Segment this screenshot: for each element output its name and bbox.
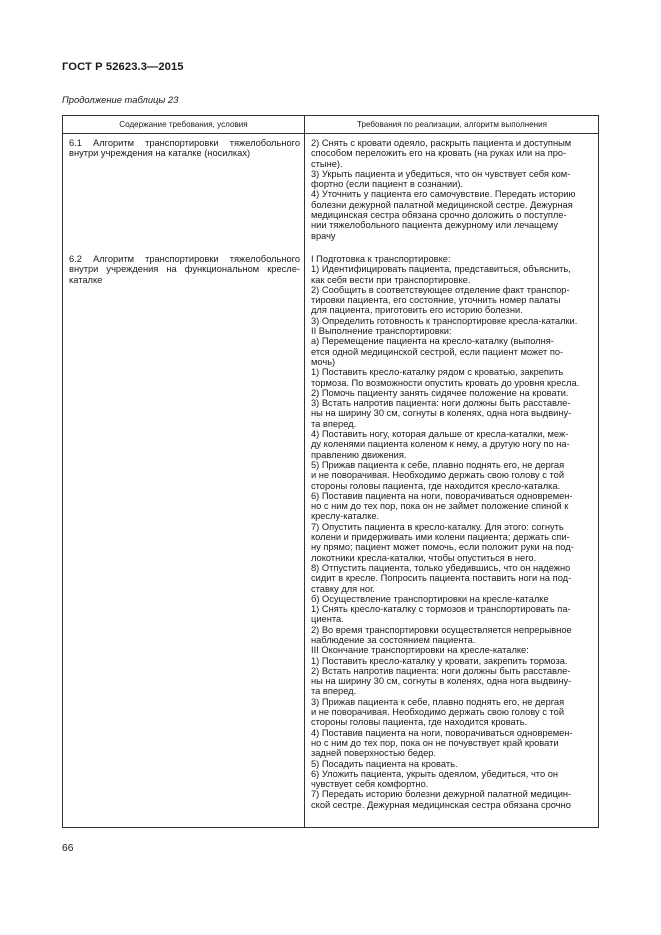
- algorithm-line: ется одной медицинской сестрой, если пациент может по-: [311, 346, 564, 357]
- algorithm-line: стороны головы пациента, где находится кресло-каталка.: [311, 480, 561, 491]
- algorithm-line: II Выполнение транспортировки:: [311, 326, 452, 337]
- header-divider: [63, 133, 598, 134]
- algorithm-line: 2) Помочь пациенту занять сидячее положение на кровати.: [311, 387, 569, 398]
- algorithm-line: врачу: [311, 230, 336, 241]
- algorithm-line: тормоза. По возможности опустить кровать до уровня кресла.: [311, 377, 580, 388]
- algorithm-line: наблюдение за состоянием пациента.: [311, 634, 476, 645]
- row-2-algorithm: [311, 254, 595, 810]
- algorithm-line: ской сестре. Дежурная медицинская сестра обязана срочно: [311, 799, 571, 810]
- algorithm-line: способом переложить его на кровать (на руках или на про-: [311, 148, 567, 159]
- row-1-algorithm: [311, 138, 595, 241]
- algorithm-line: ставку для ног.: [311, 583, 375, 594]
- algorithm-line: тировки пациента, его состояние, уточнить номер палаты: [311, 295, 561, 306]
- algorithm-line: чувствует себя комфортно.: [311, 779, 429, 790]
- algorithm-line: 4) Поставить ногу, которая дальше от кресла-каталки, меж-: [311, 429, 569, 440]
- document-title: ГОСТ Р 52623.3—2015: [62, 61, 184, 73]
- algorithm-line: сидит в кресле. Попросить пациента поставить ноги на под-: [311, 573, 572, 584]
- algorithm-line: 4) Поставив пациента на ноги, поворачиваться одновремен-: [311, 727, 573, 738]
- algorithm-line: а) Перемещение пациента на кресло-каталку (выполня-: [311, 336, 554, 347]
- algorithm-line: болезни дежурной палатной медицинской сестре. Дежурная: [311, 199, 573, 210]
- algorithm-line: нии тяжелобольного пациента дежурному или лечащему: [311, 220, 559, 231]
- algorithm-line: 3) Встать напротив пациента: ноги должны быть расставле-: [311, 398, 571, 409]
- algorithm-line: 7) Передать историю болезни дежурной палатной медицин-: [311, 789, 572, 800]
- algorithm-line: 6) Уложить пациента, укрыть одеялом, убедиться, что он: [311, 768, 559, 779]
- algorithm-line: циента.: [311, 614, 344, 625]
- algorithm-line: но с ним до тех пор, пока он не почувствует край кровати: [311, 737, 559, 748]
- algorithm-line: 1) Идентифицировать пациента, представиться, объяснить,: [311, 264, 571, 275]
- algorithm-line: 3) Укрыть пациента и убедиться, что он чувствует себя ком-: [311, 168, 571, 179]
- page-number: 66: [62, 843, 74, 854]
- algorithm-line: 2) Во время транспортировки осуществляется непрерывное: [311, 624, 572, 635]
- algorithm-line: I Подготовка к транспортировке:: [311, 254, 451, 264]
- algorithm-line: задней поверхностью бедер.: [311, 748, 437, 759]
- algorithm-line: ны на ширину 30 см, согнуты в коленях, одна нога выдвину-: [311, 676, 572, 687]
- algorithm-line: III Окончание транспортировки на кресле-каталке:: [311, 645, 529, 656]
- row-2-condition: 6.2 Алгоритм транспортировки тяжелобольного внутри учреждения на функциональном кресле-каталке: [69, 254, 300, 285]
- algorithm-line: 1) Поставить кресло-каталку у кровати, закрепить тормоза.: [311, 655, 568, 666]
- algorithm-line: та вперед.: [311, 686, 357, 697]
- column-header-algorithm: Требования по реализации, алгоритм выполнения: [356, 120, 548, 129]
- algorithm-line: 2) Сообщить в соответствующее отделение факт транспор-: [311, 284, 570, 295]
- algorithm-line: стыне).: [311, 158, 343, 169]
- algorithm-line: 1) Поставить кресло-каталку рядом с кроватью, закрепить: [311, 367, 564, 378]
- algorithm-line: для пациента, приготовить его историю болезни.: [311, 305, 523, 316]
- algorithm-line: 1) Снять кресло-каталку с тормозов и транспортировать па-: [311, 604, 571, 615]
- column-header-conditions: Содержание требования, условия: [119, 120, 248, 129]
- algorithm-line: 5) Посадить пациента на кровать.: [311, 758, 458, 769]
- algorithm-line: 5) Прижав пациента к себе, плавно поднять его, не дергая: [311, 459, 565, 470]
- algorithm-line: та вперед.: [311, 418, 357, 429]
- algorithm-line: как себя вести при транспортировке.: [311, 274, 471, 285]
- algorithm-line: 2) Встать напротив пациента: ноги должны быть расставле-: [311, 665, 571, 676]
- algorithm-line: стороны головы пациента, где находится кровать.: [311, 717, 528, 728]
- algorithm-line: и не поворачивая. Необходимо держать свою голову с той: [311, 707, 565, 718]
- algorithm-line: мочь): [311, 356, 336, 367]
- algorithm-line: колени и придерживать ими колени пациента; держать спи-: [311, 532, 570, 543]
- column-divider: [304, 116, 305, 827]
- algorithm-line: 7) Опустить пациента в кресло-каталку. Для этого: согнуть: [311, 521, 564, 532]
- algorithm-line: и не поворачивая. Необходимо держать свою голову с той: [311, 470, 565, 481]
- algorithm-line: фортно (если пациент в сознании).: [311, 179, 464, 190]
- algorithm-line: 3) Прижав пациента к себе, плавно поднять его, не дергая: [311, 696, 565, 707]
- algorithm-line: 3) Определить готовность к транспортировке кресла-каталки.: [311, 315, 578, 326]
- algorithm-line: медицинская сестра обязана срочно доложить о поступле-: [311, 210, 567, 221]
- algorithm-line: креслу-каталке.: [311, 511, 380, 522]
- algorithm-line: ну прямо; пациент может помочь, если положит руки на под-: [311, 542, 574, 553]
- algorithm-line: ны на ширину 30 см, согнуты в коленях, одна нога выдвину-: [311, 408, 572, 419]
- algorithm-line: локотники кресла-каталки, чтобы опуститься в него.: [311, 552, 537, 563]
- algorithm-line: ду коленями пациента коленом к нему, а другую ногу по на-: [311, 439, 570, 450]
- algorithm-line: правлению движения.: [311, 449, 407, 460]
- row-1-condition: 6.1 Алгоритм транспортировки тяжелобольного внутри учреждения на каталке (носилках): [69, 138, 300, 159]
- algorithm-line: 4) Уточнить у пациента его самочувствие. Передать историю: [311, 189, 576, 200]
- table-continuation-caption: Продолжение таблицы 23: [62, 94, 179, 105]
- algorithm-line: 2) Снять с кровати одеяло, раскрыть пациента и доступным: [311, 138, 572, 148]
- algorithm-line: 6) Поставив пациента на ноги, поворачиваться одновремен-: [311, 490, 573, 501]
- algorithm-line: б) Осуществление транспортировки на кресле-каталке: [311, 593, 549, 604]
- requirements-table: [62, 115, 599, 828]
- algorithm-line: но с ним до тех пор, пока он не займет положение спиной к: [311, 501, 569, 512]
- algorithm-line: 8) Отпустить пациента, только убедившись, что он надежно: [311, 562, 571, 573]
